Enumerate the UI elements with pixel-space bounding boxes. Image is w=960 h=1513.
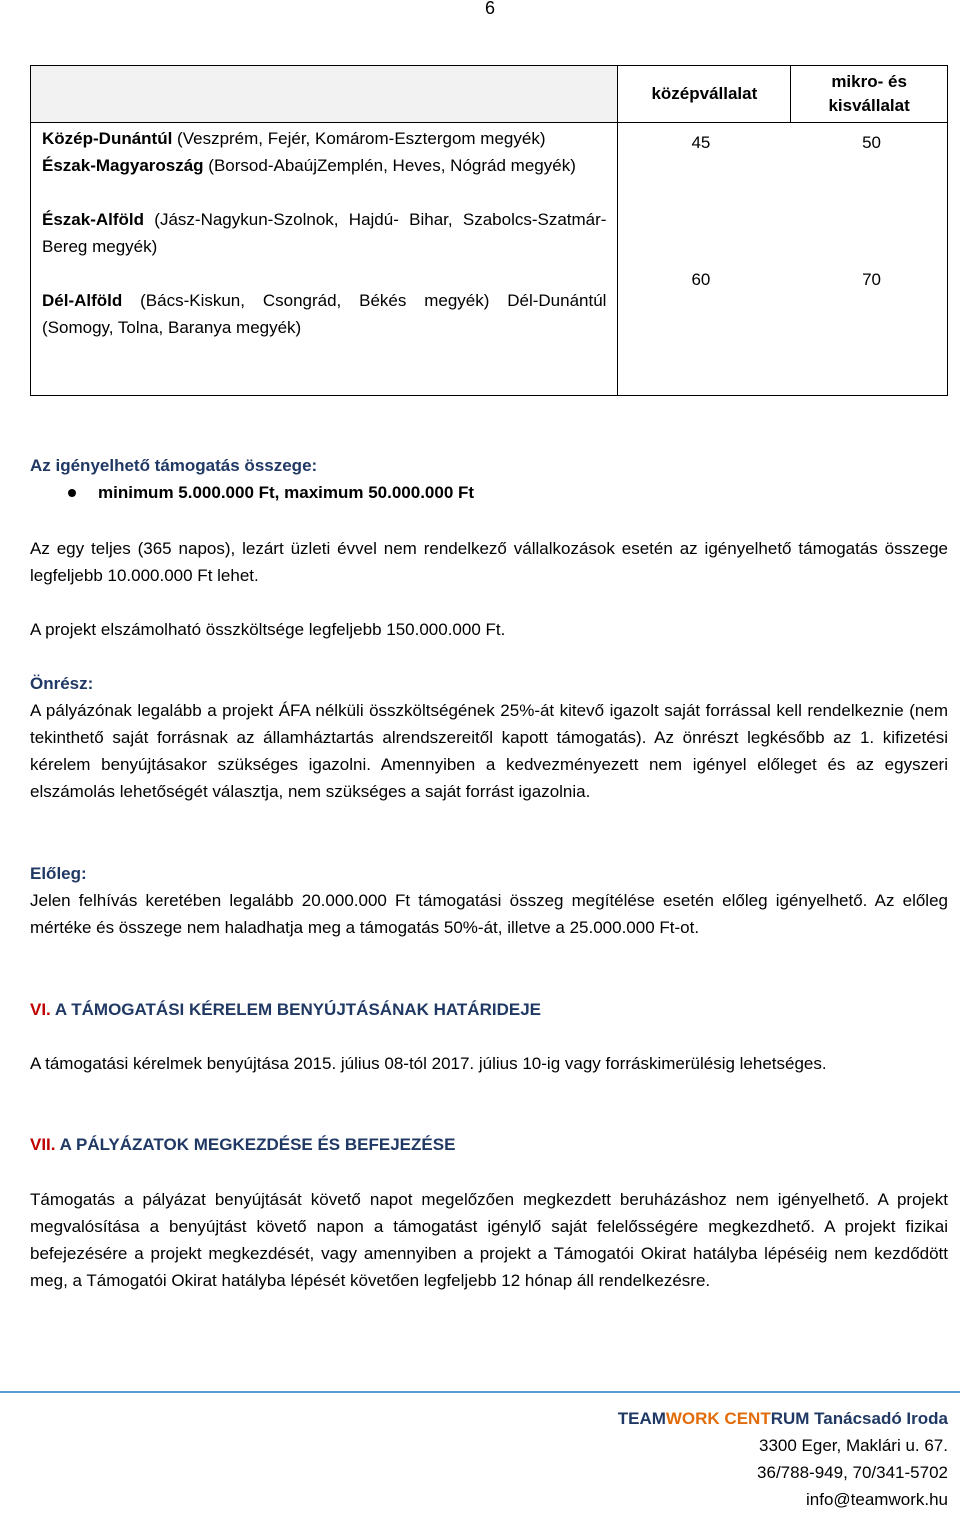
support-paragraph-2: A projekt elszámolható összköltsége legfeljebb 150.000.000 Ft.: [30, 620, 506, 639]
section-6-title: A TÁMOGATÁSI KÉRELEM BENYÚJTÁSÁNAK HATÁRIDEJE: [50, 1000, 541, 1019]
region-detail: (Borsod-AbaújZemplén, Heves, Nógrád megyék): [203, 156, 576, 175]
value-medium: 60: [691, 270, 711, 289]
section-6-heading: [30, 996, 948, 1023]
region-kozep-dunantul: [31, 125, 617, 152]
eloleg-text: Jelen felhívás keretében legalább 20.000.000 Ft támogatási összeg megítélése esetén előleg igényelhető. Az előleg mértéke és összege nem haladhatja meg a támogatás 50%-át, illetve a 25.000.000 Ft-ot.: [30, 891, 948, 937]
brand-rest: Tanácsadó Iroda: [809, 1409, 948, 1428]
value-medium: 45: [691, 133, 711, 152]
region-eszak-magyarorszag: [31, 152, 617, 179]
onresz-text: A pályázónak legalább a projekt ÁFA nélküli összköltségének 25%-át kitevő igazolt saját forrással kell rendelkeznie (nem tekinthető saját forrásnak az államháztartás alrendszereitől kapott támogatás). Az önrészt legkésőbb az 1. kifizetési kérelem benyújtásakor szükséges igazolni. Amennyiben a kedvezményezett nem igényel előleget és az egyszeri elszámolás lehetőségét választja, nem szükséges a saját forrást igazolnia.: [30, 701, 948, 801]
values-cell: [618, 123, 948, 396]
region-detail: (Jász-Nagykun-Szolnok, Hajdú- Bihar, Szabolcs-Szatmár-Bereg megyék): [42, 210, 607, 256]
value-micro: 50: [862, 133, 881, 152]
section-6-number: VI.: [30, 1000, 51, 1019]
footer-brand: [618, 1405, 948, 1432]
footer-divider: [0, 1391, 960, 1393]
support-section: [30, 452, 948, 506]
region-name: Közép-Dunántúl: [42, 129, 173, 148]
brand-rum: RUM: [770, 1409, 810, 1428]
region-detail: (Veszprém, Fejér, Komárom-Esztergom megyék): [172, 129, 546, 148]
bullet-icon: [68, 489, 76, 497]
brand-work: WORK CENT: [665, 1409, 771, 1428]
section-6-text: A támogatási kérelmek benyújtása 2015. július 08-tól 2017. július 10-ig vagy forráskimerülésig lehetséges.: [30, 1054, 827, 1073]
support-heading: Az igényelhető támogatás összege:: [30, 456, 318, 475]
regions-cell: [31, 123, 618, 396]
footer-email: info@teamwork.hu: [806, 1490, 948, 1509]
region-name: Dél-Alföld: [42, 291, 123, 310]
column-header-medium: középvállalat: [618, 66, 791, 123]
footer-phone: 36/788-949, 70/341-5702: [757, 1463, 948, 1482]
region-name: Észak-Alföld: [42, 210, 145, 229]
section-7-number: VII.: [30, 1135, 56, 1154]
onresz-section: [30, 670, 948, 805]
value-micro: 70: [862, 270, 881, 289]
support-paragraph-1: Az egy teljes (365 napos), lezárt üzleti évvel nem rendelkező vállalkozások esetén az igényelhető támogatás összege legfeljebb 10.000.000 Ft lehet.: [30, 539, 948, 585]
region-name: Észak-Magyaroszág: [42, 156, 204, 175]
page-number: 6: [484, 0, 495, 18]
section-7-text: Támogatás a pályázat benyújtását követő napot megelőzően megkezdett beruházáshoz nem igényelhető. A projekt megvalósítása a benyújtást követő napon a támogatást igénylő saját felelősségére megkezdhető. A projekt fizikai befejezésére a projekt megkezdését, vagy amennyiben a projekt a Támogatói Okirat hatályba lépéséig nem kezdődött meg, a Támogatói Okirat hatályba lépését követően legfeljebb 12 hónap áll rendelkezésre.: [30, 1190, 948, 1290]
aid-intensity-table: [30, 65, 948, 396]
column-header-micro-line1: mikro- és: [831, 72, 907, 91]
footer: [618, 1405, 948, 1513]
onresz-heading: Önrész:: [30, 674, 94, 693]
brand-team: TEAM: [617, 1409, 666, 1428]
column-header-micro-line2: kisvállalat: [828, 96, 910, 115]
support-range: minimum 5.000.000 Ft, maximum 50.000.000 Ft: [98, 483, 475, 502]
section-7-heading: [30, 1131, 948, 1158]
eloleg-section: [30, 860, 948, 941]
column-header-micro-small: [791, 66, 948, 123]
region-del-alfold: [31, 287, 617, 341]
region-detail: (Bács-Kiskun, Csongrád, Békés megyék) Dél-Dunántúl (Somogy, Tolna, Baranya megyék): [42, 291, 607, 337]
eloleg-heading: Előleg:: [30, 864, 87, 883]
footer-address: 3300 Eger, Maklári u. 67.: [758, 1436, 948, 1455]
values-row: [618, 266, 947, 293]
region-eszak-alfold: [31, 206, 617, 260]
support-bullet: [30, 479, 948, 506]
table-header-blank: [31, 66, 618, 123]
section-7-title: A PÁLYÁZATOK MEGKEZDÉSE ÉS BEFEJEZÉSE: [55, 1135, 456, 1154]
values-row: [618, 129, 947, 156]
